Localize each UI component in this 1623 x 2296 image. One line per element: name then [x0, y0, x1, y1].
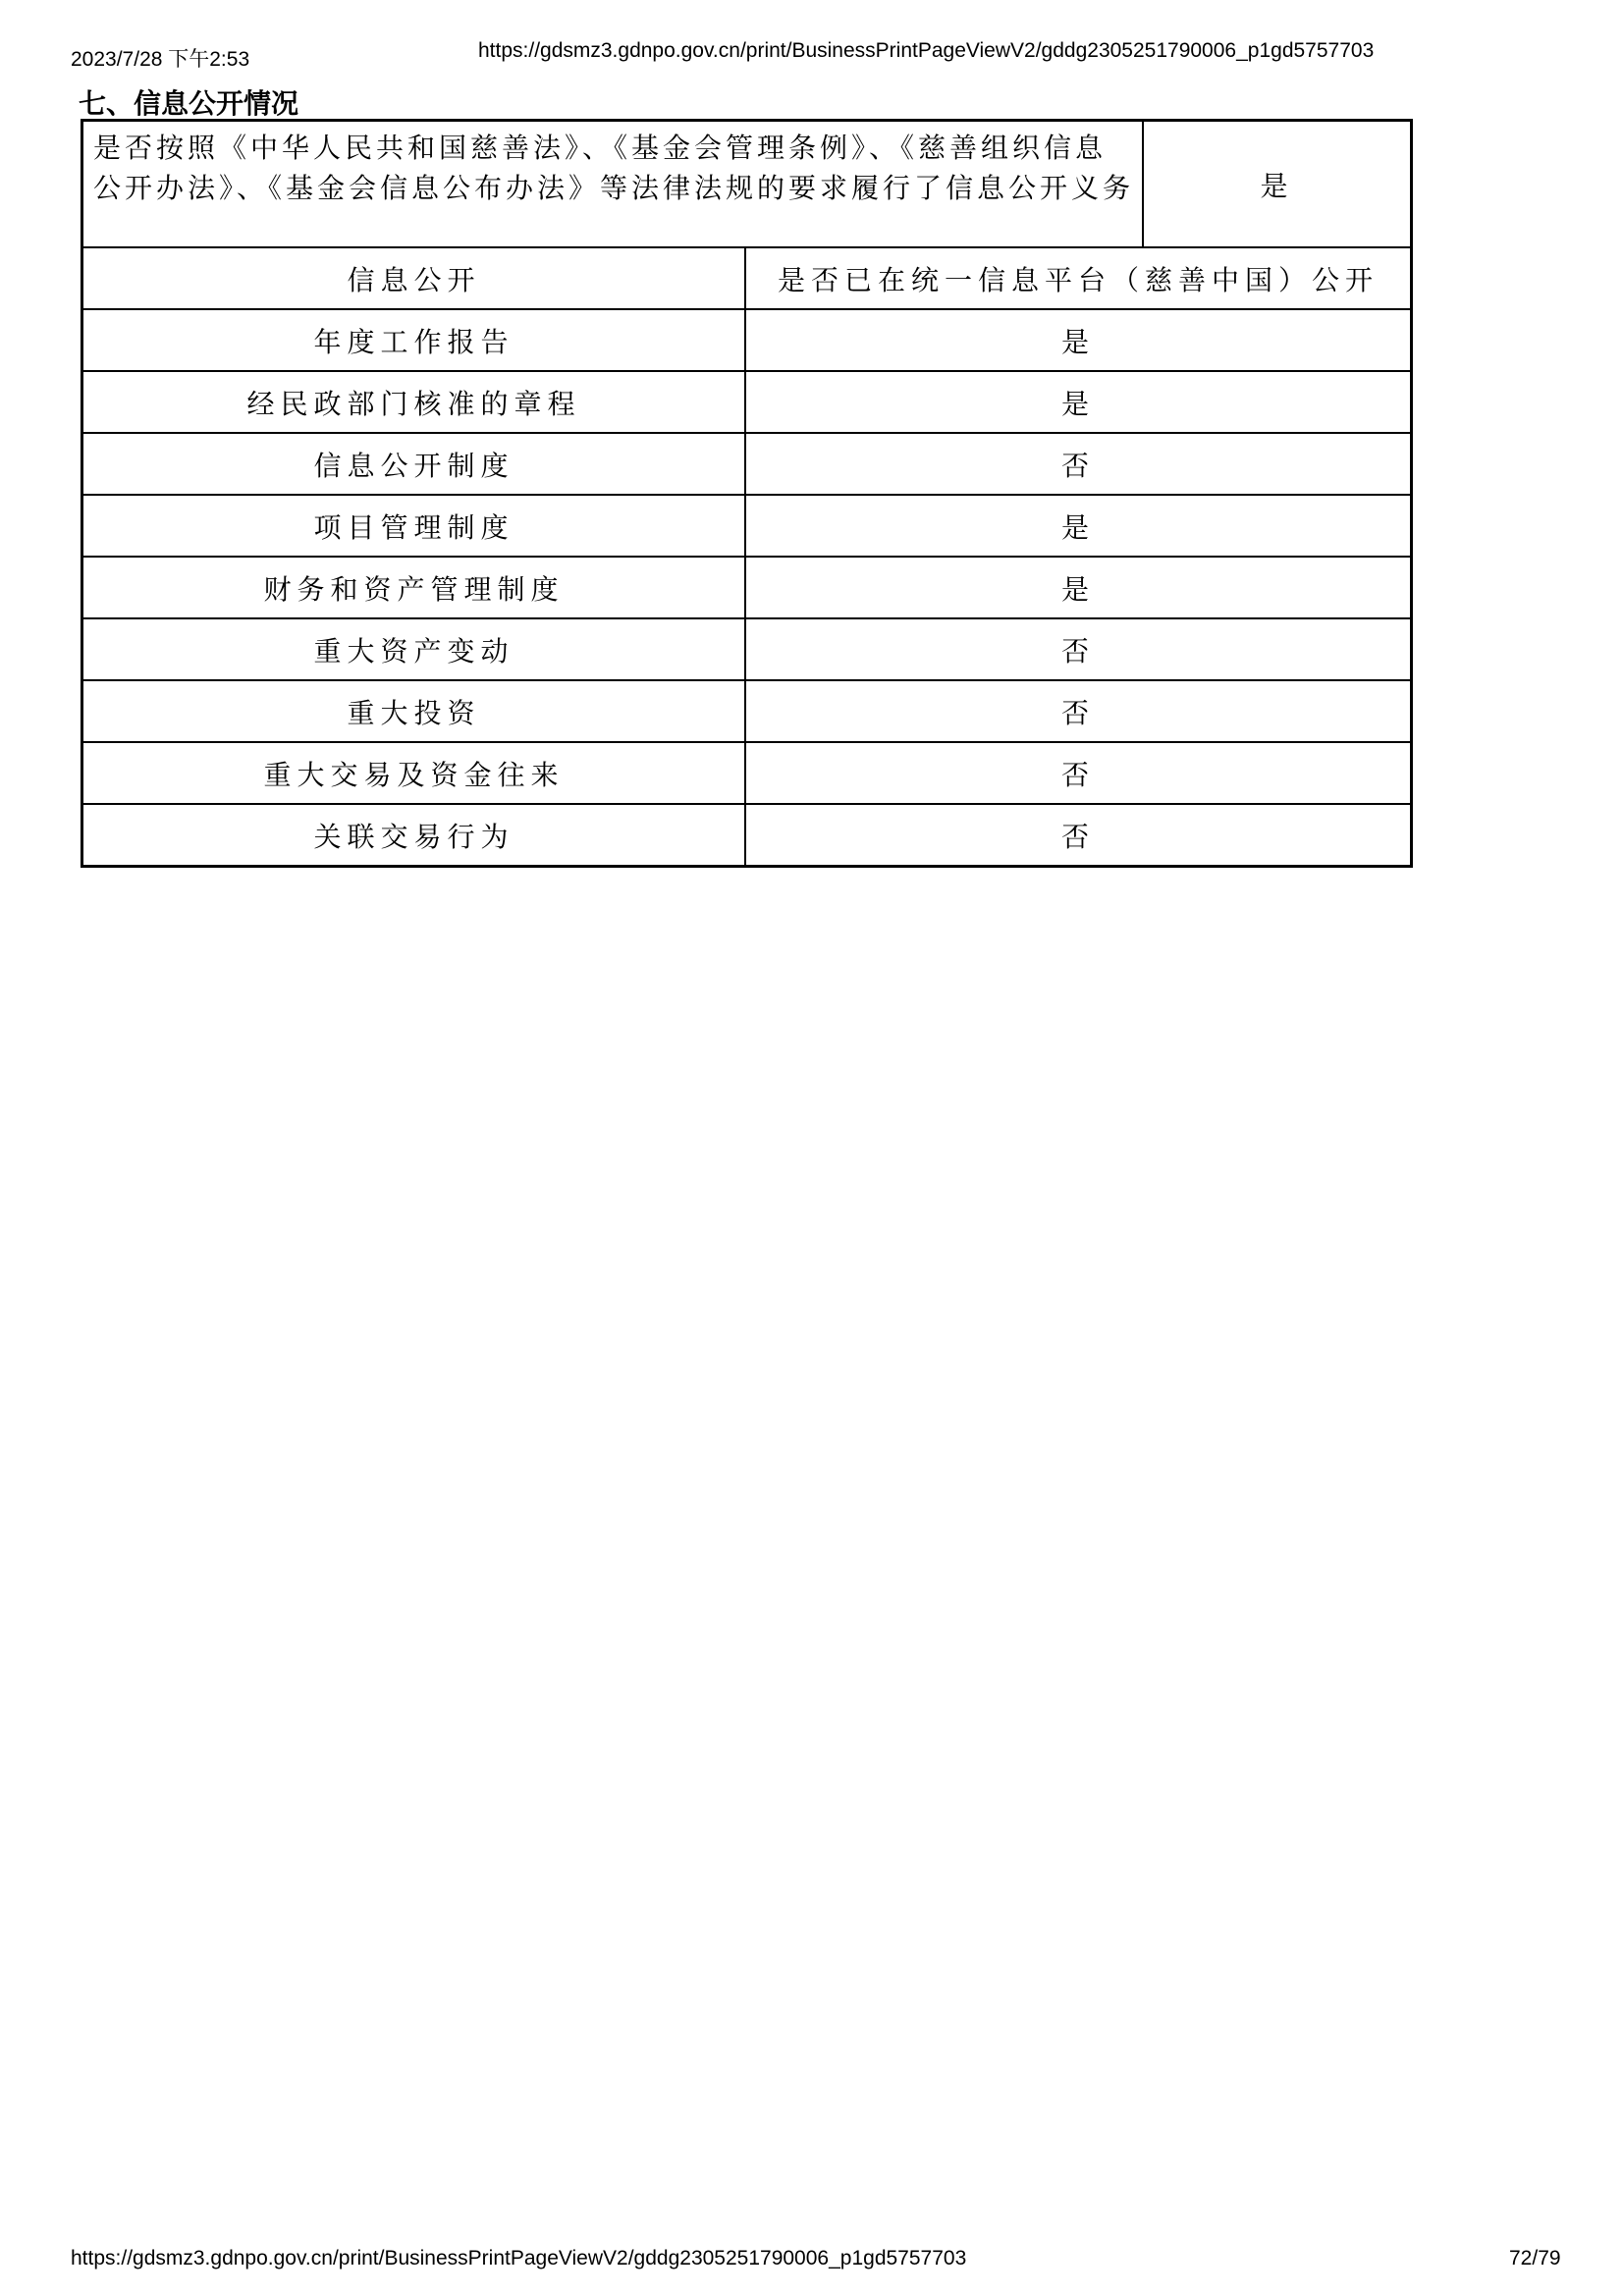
compliance-question: 是否按照《中华人民共和国慈善法》、《基金会管理条例》、《慈善组织信息公开办法》、《基金会信息公布办法》等法律法规的要求履行了信息公开义务	[83, 122, 1144, 246]
row-item: 年度工作报告	[83, 310, 746, 370]
row-value: 否	[1060, 696, 1095, 729]
row-item: 经民政部门核准的章程	[83, 372, 746, 432]
row-value: 否	[1060, 449, 1095, 482]
table-row	[83, 741, 1410, 803]
table-row	[83, 494, 1410, 556]
row-value: 否	[1060, 758, 1095, 791]
compliance-answer: 是	[1260, 169, 1294, 202]
row-item: 项目管理制度	[83, 496, 746, 556]
row-value: 是	[1060, 325, 1095, 358]
table-row	[83, 679, 1410, 741]
column-header-item: 信息公开	[83, 248, 746, 308]
print-datetime: 2023/7/28 下午2:53	[71, 48, 250, 71]
print-header-url: https://gdsmz3.gdnpo.gov.cn/print/BusinessPrintPageViewV2/gddg2305251790006_p1gd5757703	[478, 39, 1375, 62]
row-value: 是	[1060, 510, 1095, 544]
table-row	[83, 308, 1410, 370]
row-item: 重大资产变动	[83, 619, 746, 679]
row-item: 财务和资产管理制度	[83, 558, 746, 617]
table-row	[83, 617, 1410, 679]
table-header-row	[83, 246, 1410, 308]
table-row	[83, 556, 1410, 617]
disclosure-table	[81, 119, 1413, 868]
print-footer-url: https://gdsmz3.gdnpo.gov.cn/print/BusinessPrintPageViewV2/gddg2305251790006_p1gd5757703	[71, 2247, 967, 2269]
column-header-published: 是否已在统一信息平台（慈善中国）公开	[777, 263, 1379, 296]
row-item: 信息公开制度	[83, 434, 746, 494]
compliance-question-row	[83, 122, 1410, 246]
page-number: 72/79	[1509, 2247, 1561, 2269]
table-row	[83, 432, 1410, 494]
section-title: 七、信息公开情况	[79, 87, 299, 120]
row-value: 是	[1060, 387, 1095, 420]
table-row	[83, 370, 1410, 432]
row-value: 是	[1060, 572, 1095, 606]
row-item: 关联交易行为	[83, 805, 746, 865]
row-item: 重大投资	[83, 681, 746, 741]
row-value: 否	[1060, 820, 1095, 853]
row-value: 否	[1060, 634, 1095, 667]
row-item: 重大交易及资金往来	[83, 743, 746, 803]
table-row	[83, 803, 1410, 865]
